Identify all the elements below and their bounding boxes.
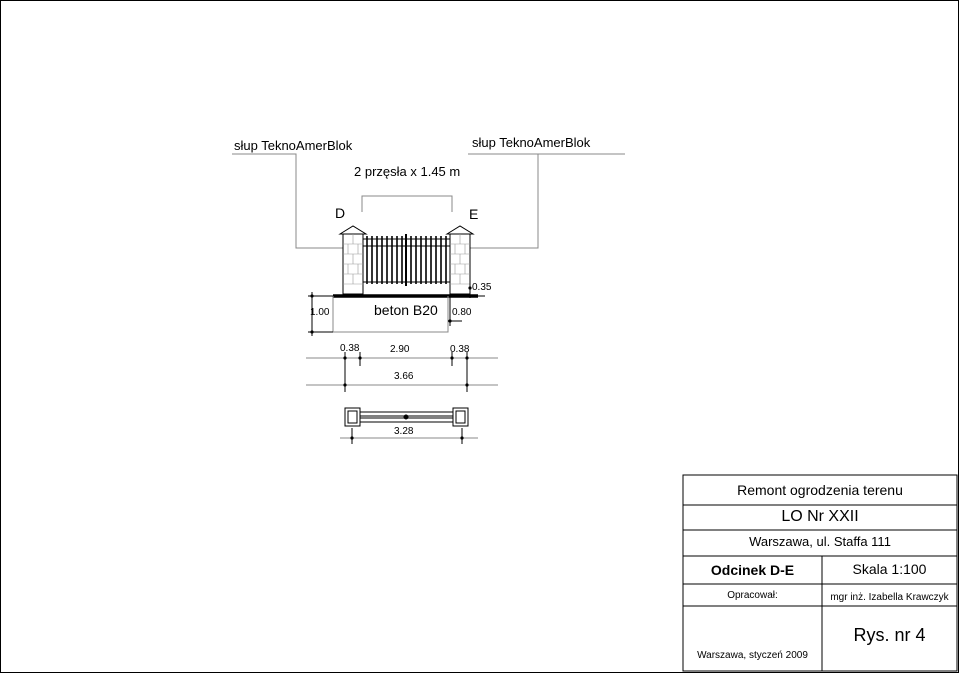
section-label: Odcinek D-E: [710, 562, 795, 578]
dim-post-width-left: 0.38: [340, 343, 360, 354]
project-title: Remont ogrodzenia terenu: [737, 482, 903, 498]
dim-total-elevation: 3.66: [394, 371, 414, 382]
dim-post-width-right: 0.38: [450, 344, 470, 355]
prepared-by-label: Opracował:: [727, 590, 778, 601]
post-label-right: słup TeknoAmerBlok: [472, 135, 591, 150]
point-label-d: D: [335, 205, 346, 221]
date-place: Warszawa, styczeń 2009: [697, 650, 808, 661]
scale-label: Skala 1:100: [852, 561, 927, 577]
post-left: [340, 226, 366, 294]
address: Warszawa, ul. Staffa 111: [749, 534, 891, 549]
drawing-number: Rys. nr 4: [853, 625, 926, 645]
post-right: [447, 226, 473, 294]
dim-height-left: 1.00: [310, 307, 330, 318]
spans-label: 2 przęsła x 1.45 m: [354, 164, 461, 179]
fence-panels: [363, 234, 450, 286]
dim-total-plan: 3.28: [394, 426, 414, 437]
leader-left: [232, 154, 345, 248]
school-name: LO Nr XXII: [781, 508, 859, 525]
spans-leader: [362, 196, 452, 212]
dim-height-right: 0.35: [472, 282, 492, 293]
post-label-left: słup TeknoAmerBlok: [234, 138, 353, 153]
author-name: mgr inż. Izabella Krawczyk: [830, 592, 949, 603]
foundation-label: beton B20: [374, 302, 438, 318]
leader-right-down: [470, 154, 538, 248]
dim-foundation-depth: 0.80: [452, 307, 472, 318]
point-label-e: E: [469, 206, 479, 222]
dim-span-width: 2.90: [390, 344, 410, 355]
